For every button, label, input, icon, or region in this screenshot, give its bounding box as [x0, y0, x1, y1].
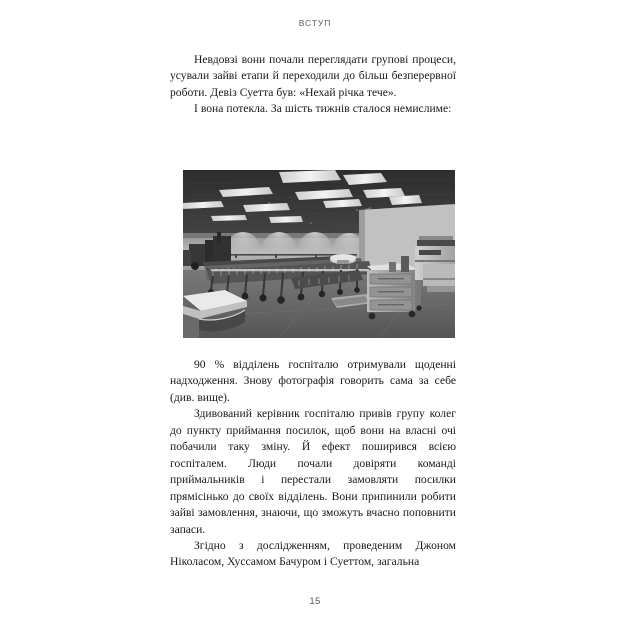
text-block-below-figure — [170, 357, 456, 571]
paragraph: Здивований керівник госпіталю привів групу колег до пункту приймання посилок, щоб вони на власні очі побачили таку зміну. Й ефект поширився всією госпіталем. Люди почали довіряти команді приймальників і перестали замовляти посилки прямісінько до своїх відділень. Вони припинили робити зайві замовлення, знаючи, що зможуть вчасно поповнити запаси. — [170, 407, 456, 536]
text-block-above-figure — [170, 52, 456, 118]
paragraph: І вона потекла. За шість тижнів сталося немислиме: — [194, 102, 452, 116]
page-number: 15 — [309, 596, 321, 607]
paragraph: 90 % відділень госпіталю отримували щоденні надходження. Знову фотографія говорить сама за себе (див. вище). — [170, 358, 456, 404]
running-head: ВСТУП — [298, 18, 332, 28]
figure-photograph — [183, 170, 455, 338]
paragraph: Невдовзі вони почали переглядати групові процеси, усували зайві етапи й переходили до більш безперервної роботи. Девіз Суетта був: «Нехай річка тече». — [170, 53, 456, 99]
photo-mailroom-conveyor — [183, 170, 455, 338]
paragraph: Згідно з дослідженням, проведеним Джоном Ніколасом, Хуссамом Бачуром і Суеттом, загальна — [170, 538, 456, 569]
